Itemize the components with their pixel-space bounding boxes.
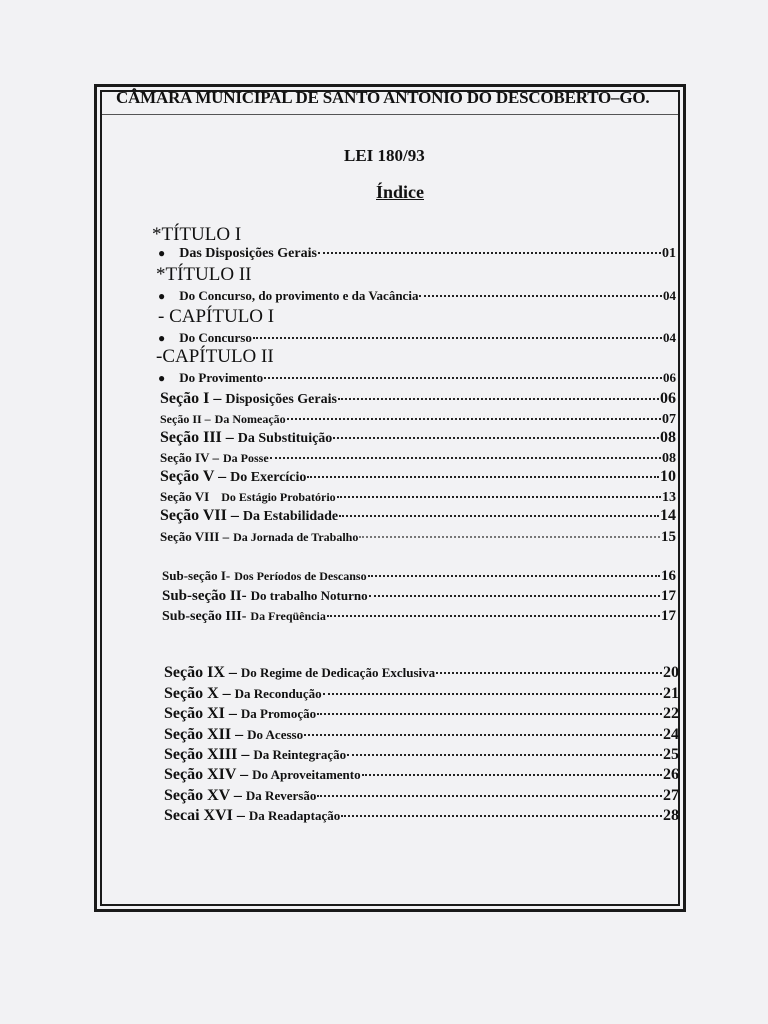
section-title: Do Acesso: [247, 727, 304, 742]
dot-leader: [307, 476, 659, 478]
subsection-prefix: Sub-seção I-: [162, 568, 231, 583]
toc-subsection: [162, 567, 676, 585]
subsection-page: 16: [661, 568, 676, 584]
dot-leader: [333, 437, 659, 439]
section-prefix: Seção IX –: [164, 664, 237, 681]
section-prefix: Seção VI: [160, 489, 210, 504]
section-prefix: Seção XII –: [164, 726, 244, 743]
section-title: Do Aproveitamento: [252, 767, 361, 782]
section-page: 28: [663, 807, 679, 824]
dot-leader: [359, 536, 660, 538]
toc-section: [164, 766, 679, 784]
entry-title: Do Concurso, do provimento e da Vacância: [179, 288, 419, 303]
toc-section: [164, 685, 679, 703]
law-number: LEI 180/93: [344, 146, 425, 165]
section-prefix: Seção IV –: [160, 450, 219, 465]
section-title: Disposições Gerais: [225, 392, 337, 407]
section-title: Da Jornada de Trabalho: [233, 530, 359, 544]
section-page: 25: [663, 746, 679, 763]
section-prefix: Seção VII –: [160, 507, 239, 524]
dot-leader: [362, 774, 662, 776]
section-page: 13: [662, 490, 676, 505]
dot-leader: [368, 575, 660, 577]
section-prefix: Secai XVI –: [164, 807, 245, 824]
heading-titulo-2: *TÍTULO II: [156, 264, 252, 285]
dot-leader: [339, 515, 659, 517]
section-prefix: Seção I –: [160, 390, 222, 407]
section-page: 10: [660, 468, 676, 485]
section-title: Do Exercício: [230, 470, 307, 485]
section-title: Da Readaptação: [248, 808, 341, 823]
section-prefix: Seção V –: [160, 468, 227, 485]
toc-entry: [158, 246, 676, 262]
toc-section: [164, 807, 679, 825]
dot-leader: [253, 337, 662, 339]
dot-leader: [318, 252, 661, 254]
section-page: 26: [663, 766, 679, 783]
subsection-title: Do trabalho Noturno: [250, 588, 368, 603]
dot-leader: [338, 398, 659, 400]
dot-leader: [341, 815, 662, 817]
section-title: Da Nomeação: [214, 412, 286, 426]
toc-entry: [158, 330, 676, 346]
dot-leader: [270, 457, 661, 459]
section-title: Da Estabilidade: [242, 509, 339, 524]
subsection-page: 17: [661, 608, 676, 624]
entry-title: Do Provimento: [179, 370, 264, 385]
subsection-prefix: Sub-seção III-: [162, 609, 247, 624]
toc-subsection: [162, 587, 676, 605]
section-page: 15: [661, 529, 676, 545]
dot-leader: [419, 295, 662, 297]
section-title: Da Recondução: [234, 686, 322, 701]
section-title: Do Regime de Dedicação Exclusiva: [240, 665, 436, 680]
section-prefix: Seção X –: [164, 685, 231, 702]
section-prefix: Seção XIII –: [164, 746, 250, 763]
entry-title: Das Disposições Gerais: [179, 246, 317, 261]
toc-section: [164, 726, 679, 744]
subsection-title: Dos Períodos de Descanso: [234, 569, 367, 583]
toc-entry: [158, 288, 676, 304]
dot-leader: [323, 693, 662, 695]
toc-section: [160, 410, 676, 428]
dot-leader: [287, 418, 661, 420]
dot-leader: [369, 595, 660, 597]
subsection-prefix: Sub-seção II-: [162, 588, 247, 604]
toc-section: [164, 664, 679, 682]
toc-entry: [158, 370, 676, 386]
dot-leader: [347, 754, 662, 756]
dot-leader: [337, 496, 661, 498]
toc-section: [160, 390, 676, 408]
entry-page: 04: [663, 288, 676, 303]
toc-section: [160, 507, 676, 525]
toc-section: [160, 449, 676, 467]
section-prefix: Seção XI –: [164, 705, 237, 722]
bullet-icon: ●: [158, 331, 166, 345]
entry-page: 01: [662, 246, 676, 261]
bullet-icon: ●: [158, 371, 166, 385]
section-page: 08: [660, 429, 676, 446]
dot-leader: [327, 615, 660, 617]
index-heading: Índice: [376, 182, 425, 202]
section-page: 22: [663, 705, 679, 722]
section-prefix: Seção XV –: [164, 787, 242, 804]
section-page: 07: [662, 412, 676, 427]
section-title: Da Promoção: [240, 706, 317, 721]
section-title: Da Reversão: [245, 788, 317, 803]
section-title: Do Estágio Probatório: [221, 490, 336, 504]
entry-page: 06: [663, 370, 676, 385]
toc-section: [160, 488, 676, 506]
heading-titulo-1: *TÍTULO I: [152, 224, 242, 245]
toc-section: [164, 746, 679, 764]
section-page: 14: [660, 507, 676, 524]
dot-leader: [264, 377, 662, 379]
section-prefix: Seção II –: [160, 412, 211, 426]
section-prefix: Seção III –: [160, 429, 234, 446]
dot-leader: [304, 734, 662, 736]
section-page: 27: [663, 787, 679, 804]
section-title: Da Reintegração: [253, 747, 347, 762]
dot-leader: [436, 672, 662, 674]
toc-section: [164, 705, 679, 723]
entry-page: 04: [663, 330, 676, 345]
section-prefix: Seção VIII –: [160, 529, 230, 544]
section-page: 21: [663, 685, 679, 702]
toc-section: [164, 787, 679, 805]
section-prefix: Seção XIV –: [164, 766, 249, 783]
section-page: 20: [663, 664, 679, 681]
section-title: Da Posse: [222, 451, 269, 465]
toc-section: [160, 429, 676, 447]
dot-leader: [317, 713, 662, 715]
heading-capitulo-2: -CAPÍTULO II: [156, 346, 274, 367]
section-page: 08: [662, 451, 676, 466]
subsection-title: Da Freqüência: [250, 609, 326, 623]
section-page: 06: [660, 390, 676, 407]
section-title: Da Substituição: [237, 431, 333, 446]
subsection-page: 17: [661, 588, 676, 604]
heading-capitulo-1: - CAPÍTULO I: [158, 306, 275, 327]
bullet-icon: ●: [158, 289, 166, 303]
toc-section: [160, 528, 676, 546]
bullet-icon: ●: [158, 246, 166, 260]
toc-subsection: [162, 607, 676, 625]
section-page: 24: [663, 726, 679, 743]
entry-title: Do Concurso: [179, 330, 252, 345]
institution-title: CÂMARA MUNICIPAL DE SANTO ANTONIO DO DESCOBERTO–GO.: [116, 88, 650, 107]
dot-leader: [317, 795, 662, 797]
toc-section: [160, 468, 676, 486]
